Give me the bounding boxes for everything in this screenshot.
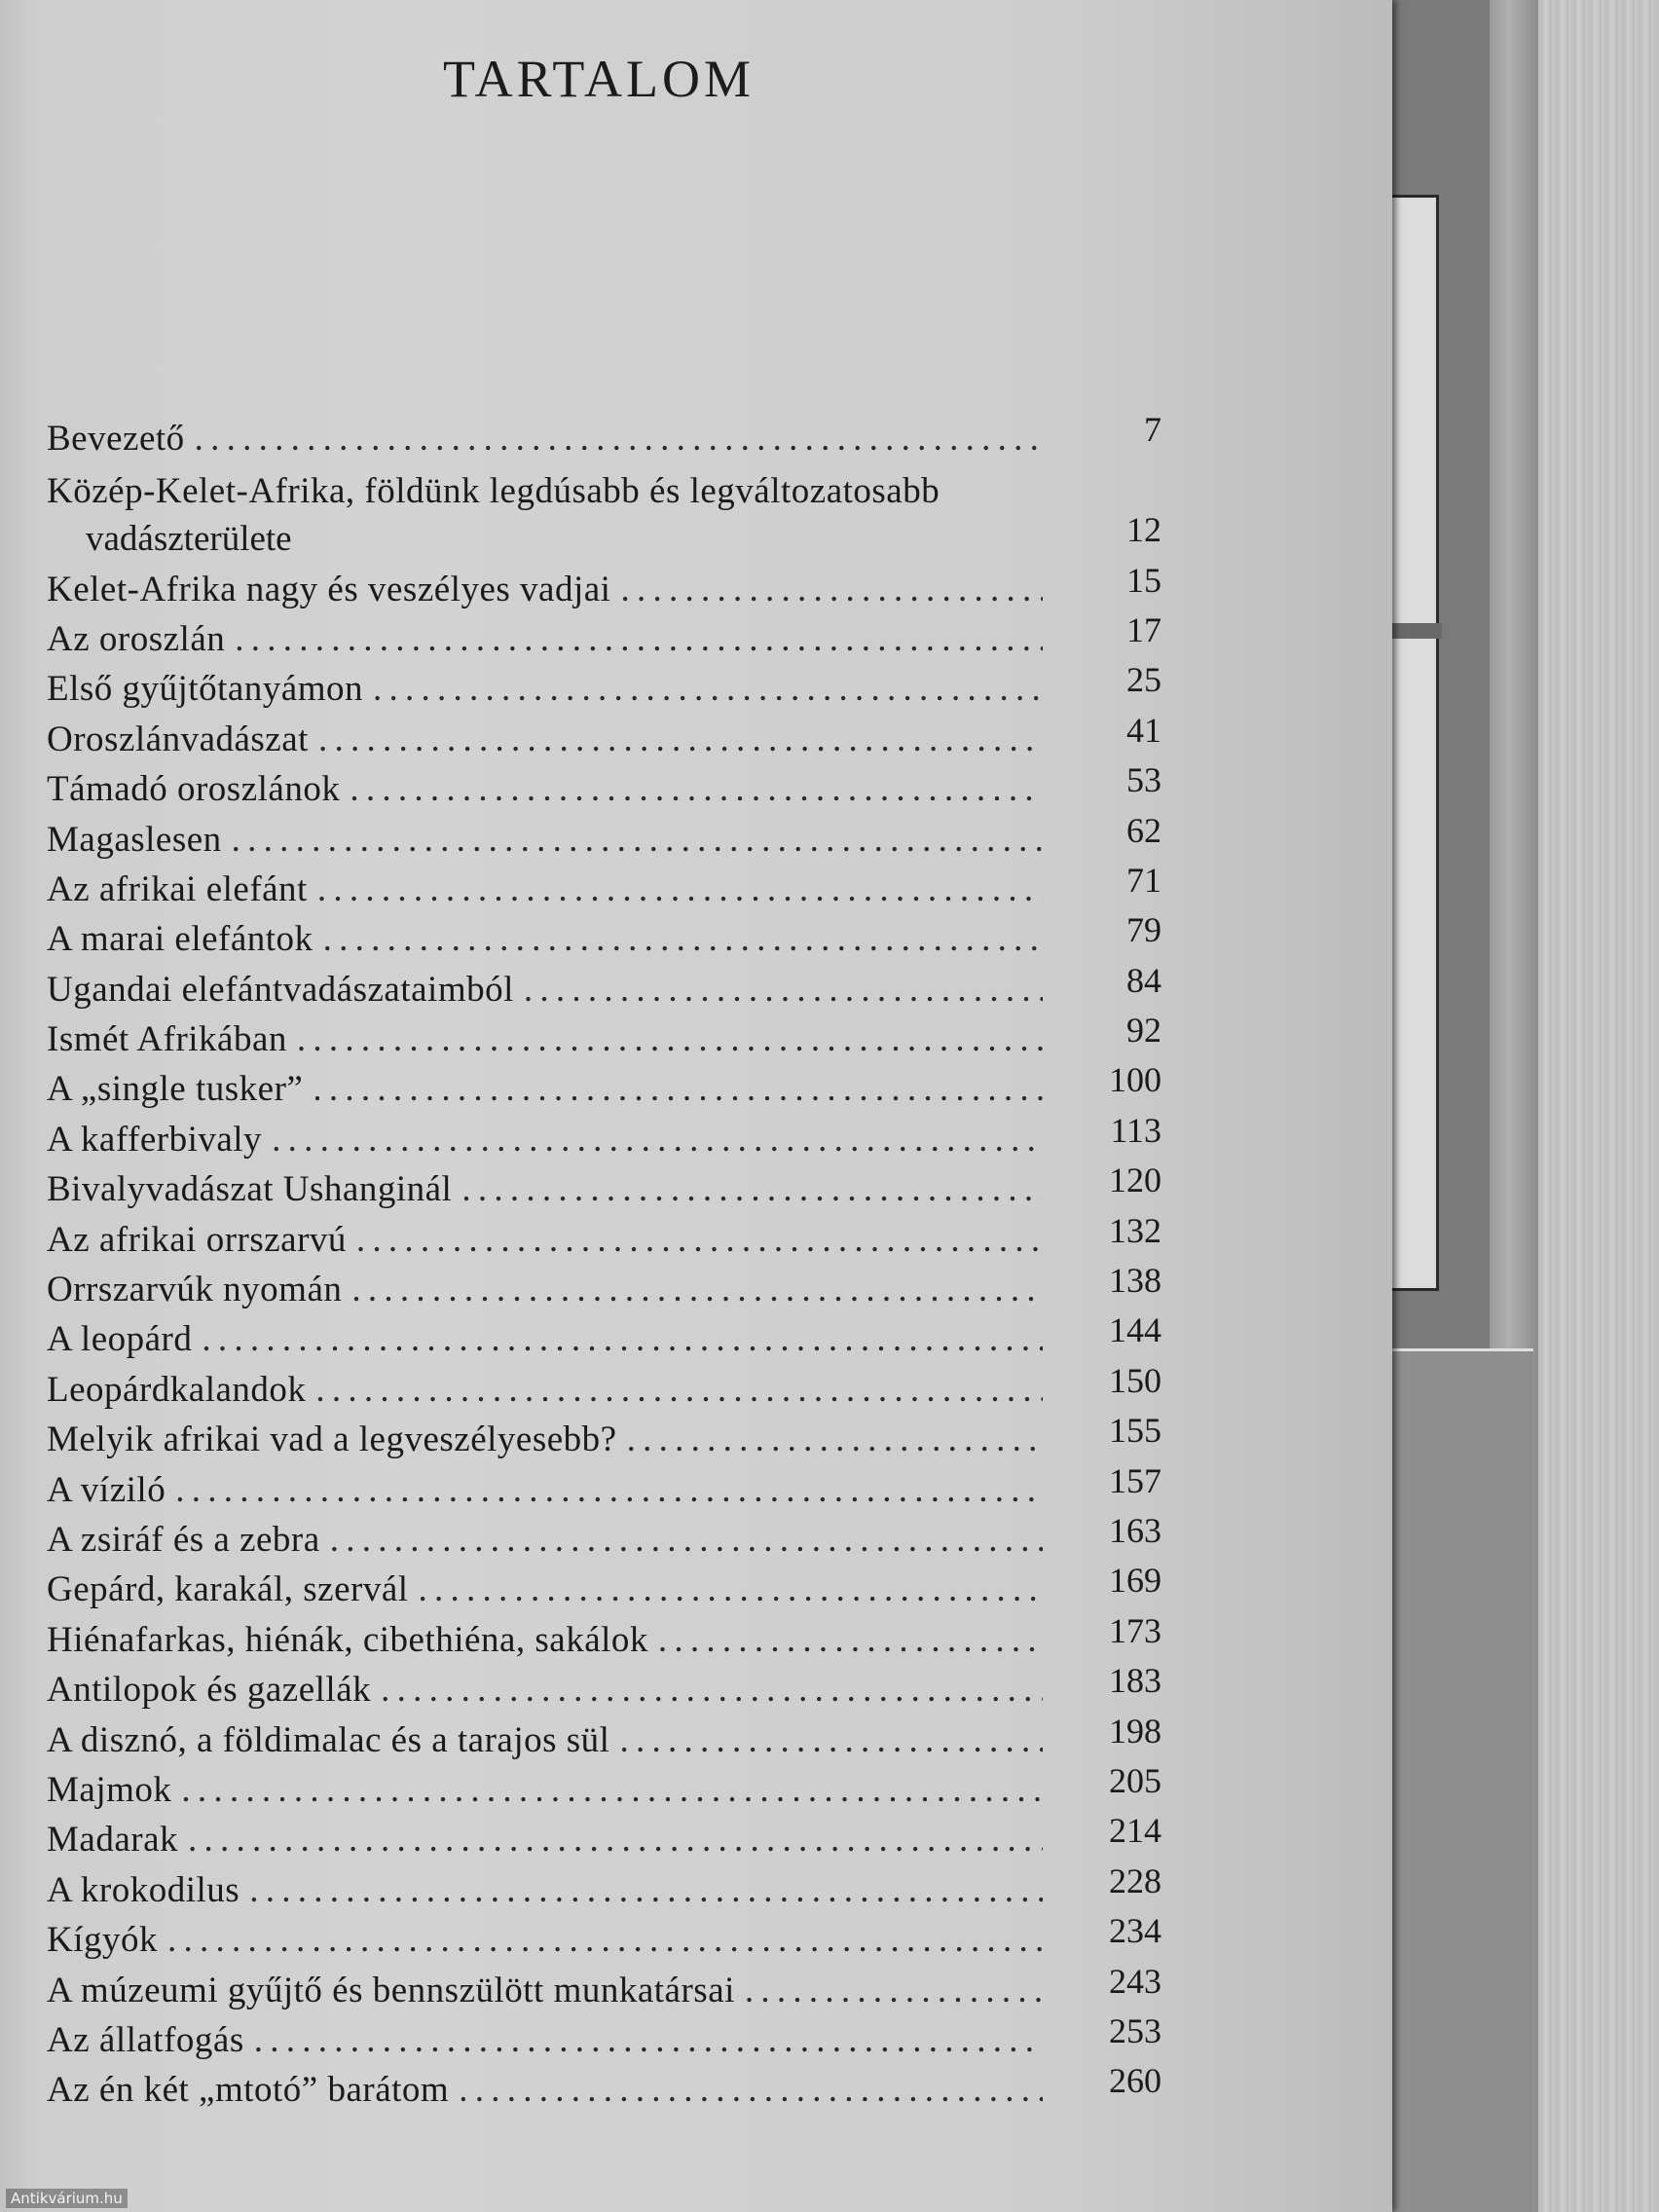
lower-cover-line <box>1387 1348 1533 1351</box>
toc-entry <box>47 860 1161 914</box>
toc-entry <box>47 1110 1161 1163</box>
toc-entry-title <box>47 1970 1043 2015</box>
dot-leader <box>297 1018 1043 1060</box>
toc-entry-page-number: 138 <box>1109 1261 1161 1301</box>
toc-entry-title <box>47 1469 1043 1515</box>
toc-entry-title-text: Majmok <box>47 1769 172 1810</box>
dot-leader <box>235 618 1043 660</box>
toc-entry-title <box>47 1819 1043 1864</box>
toc-entry-title <box>47 569 1043 614</box>
toc-entry-page-number: 7 <box>1144 410 1161 450</box>
dot-leader <box>323 918 1043 960</box>
toc-entry-title <box>47 1018 1043 1064</box>
toc-entry <box>47 1060 1161 1114</box>
toc-entry <box>47 1360 1161 1414</box>
toc-entry <box>47 1460 1161 1514</box>
toc-entry-title <box>47 470 1043 564</box>
toc-entry-title <box>47 1369 1043 1415</box>
toc-entry-page-number: 214 <box>1109 1811 1161 1851</box>
toc-entry-title <box>47 719 1043 764</box>
inserted-page-gap <box>1387 623 1442 639</box>
toc-entry-page-number: 260 <box>1109 2061 1161 2101</box>
toc-entry-title-text: Magaslesen <box>47 819 222 860</box>
toc-entry-title-text: Bevezető <box>47 419 185 460</box>
toc-entry-page-number: 163 <box>1109 1511 1161 1550</box>
dot-leader <box>461 1168 1043 1210</box>
toc-entry-title-text: A marai elefántok <box>47 919 313 960</box>
toc-entry <box>47 1811 1161 1864</box>
toc-entry-title-text: Támadó oroszlánok <box>47 769 341 810</box>
toc-entry <box>47 560 1161 613</box>
toc-entry-page-number: 53 <box>1126 760 1161 800</box>
dot-leader <box>745 1970 1043 2011</box>
toc-entry-title-text: Gepárd, karakál, szervál <box>47 1569 409 1610</box>
toc-entry-title-text: Az én két „mtotó” barátom <box>47 2070 450 2111</box>
toc-entry-title <box>47 2069 1043 2115</box>
toc-entry-title-text: Az oroszlán <box>47 618 226 659</box>
toc-entry-page-number: 150 <box>1109 1360 1161 1400</box>
toc-entry-page-number: 84 <box>1126 960 1161 1000</box>
toc-entry <box>47 660 1161 714</box>
toc-entry <box>47 1161 1161 1214</box>
inserted-page-edge <box>1387 195 1439 1291</box>
dot-leader <box>356 1219 1043 1261</box>
dot-leader <box>315 1369 1043 1411</box>
toc-entry <box>47 960 1161 1014</box>
dot-leader <box>459 2069 1043 2111</box>
toc-entry <box>47 2010 1161 2065</box>
toc-entry-title-text: Leopárdkalandok <box>47 1369 307 1410</box>
toc-entry-title-line1: Közép-Kelet-Afrika, földünk legdúsabb és legváltozatosabb <box>47 471 940 512</box>
table-of-contents <box>47 410 1161 2115</box>
toc-entry-title-text: Kígyók <box>47 1920 158 1961</box>
toc-entry <box>47 710 1161 763</box>
toc-entry-title-text: Antilopok és gazellák <box>47 1670 372 1711</box>
toc-entry-page-number: 234 <box>1109 1911 1161 1951</box>
toc-entry-title-text: Első gyűjtőtanyámon <box>47 669 363 710</box>
toc-entry-title-text: Orrszarvúk nyomán <box>47 1270 343 1310</box>
toc-entry <box>47 1711 1161 1764</box>
toc-entry <box>47 1011 1161 1064</box>
toc-entry <box>47 1411 1161 1464</box>
toc-entry-title <box>47 969 1043 1014</box>
toc-entry-title-text: Kelet-Afrika nagy és veszélyes vadjai <box>47 569 611 609</box>
dot-leader <box>330 1519 1043 1561</box>
toc-entry-title-text: A zsiráf és a zebra <box>47 1520 320 1560</box>
dot-leader <box>181 1769 1043 1811</box>
dot-leader <box>195 418 1043 460</box>
watermark: Antikvárium.hu <box>6 2189 128 2208</box>
dot-leader <box>188 1819 1043 1861</box>
dot-leader <box>350 768 1043 810</box>
toc-entry-title <box>47 1719 1043 1765</box>
toc-entry-title-text: Oroszlánvadászat <box>47 719 309 759</box>
dot-leader <box>272 1119 1043 1161</box>
toc-entry-title <box>47 1119 1043 1164</box>
toc-entry-title-text: A disznó, a földimalac és a tarajos sül <box>47 1719 610 1760</box>
toc-entry-title <box>47 1068 1043 1114</box>
toc-entry-title <box>47 918 1043 964</box>
toc-entry-title-text: A „single tusker” <box>47 1069 304 1110</box>
dot-leader <box>313 1068 1043 1110</box>
dot-leader <box>620 569 1043 610</box>
dot-leader <box>619 1719 1043 1761</box>
toc-entry-title <box>47 819 1043 865</box>
toc-entry <box>47 1661 1161 1714</box>
toc-entry-title-text: A krokodilus <box>47 1869 240 1910</box>
dot-leader <box>351 1269 1043 1310</box>
toc-entry-page-number: 71 <box>1126 860 1161 900</box>
toc-entry-page-number: 113 <box>1110 1110 1161 1150</box>
toc-entry <box>47 1210 1161 1264</box>
toc-entry <box>47 609 1161 664</box>
toc-entry-title <box>47 1919 1043 1965</box>
toc-entry-title <box>47 1168 1043 1214</box>
toc-entry <box>47 810 1161 864</box>
dot-leader <box>524 969 1043 1011</box>
toc-entry-page-number: 25 <box>1126 660 1161 700</box>
toc-entry-page-number: 132 <box>1109 1210 1161 1250</box>
toc-entry-page-number: 15 <box>1126 560 1161 600</box>
toc-entry <box>47 1961 1161 2014</box>
toc-entry-page-number: 62 <box>1126 810 1161 850</box>
toc-entry-title <box>47 618 1043 664</box>
toc-entry <box>47 1261 1161 1314</box>
toc-entry <box>47 1511 1161 1565</box>
dot-leader <box>381 1669 1043 1711</box>
dot-leader <box>317 868 1043 910</box>
toc-entry-title <box>47 668 1043 714</box>
toc-entry-title <box>47 2019 1043 2065</box>
toc-entry <box>47 1561 1161 1614</box>
toc-entry-title <box>47 418 1043 463</box>
toc-entry-title <box>47 1419 1043 1464</box>
toc-entry-title <box>47 1568 1043 1614</box>
toc-entry-title <box>47 768 1043 814</box>
toc-entry-page-number: 79 <box>1126 910 1161 950</box>
toc-entry-title <box>47 1769 1043 1815</box>
toc-entry <box>47 410 1161 463</box>
toc-entry-title-text: Melyik afrikai vad a legveszélyesebb? <box>47 1419 617 1460</box>
dot-leader <box>232 819 1043 861</box>
toc-entry-page-number: 173 <box>1109 1610 1161 1650</box>
toc-entry-title-line2 <box>47 518 1043 564</box>
toc-entry-title <box>47 1669 1043 1714</box>
toc-entry-title-text: Madarak <box>47 1820 178 1861</box>
dot-leader <box>175 1469 1043 1511</box>
toc-entry <box>47 910 1161 964</box>
toc-entry-page-number: 92 <box>1126 1011 1161 1051</box>
dot-leader <box>419 1568 1043 1610</box>
toc-entry-page-number: 169 <box>1109 1561 1161 1601</box>
toc-entry-title <box>47 868 1043 914</box>
dot-leader <box>658 1619 1043 1661</box>
toc-entry-page-number: 253 <box>1109 2010 1161 2050</box>
toc-entry-page-number: 198 <box>1109 1711 1161 1751</box>
toc-entry-page-number: 157 <box>1109 1460 1161 1500</box>
toc-entry <box>47 760 1161 814</box>
toc-entry-title-text: A leopárd <box>47 1319 193 1360</box>
toc-entry-page-number: 17 <box>1126 609 1161 649</box>
toc-entry-title <box>47 1869 1043 1915</box>
toc-entry-title-text: Hiénafarkas, hiénák, cibethiéna, sakálok <box>47 1619 648 1660</box>
toc-entry-page-number: 155 <box>1109 1411 1161 1451</box>
page-title: TARTALOM <box>442 50 756 108</box>
toc-entry-page-number: 12 <box>1126 510 1161 550</box>
toc-entry <box>47 1760 1161 1815</box>
dot-leader <box>254 2019 1043 2061</box>
toc-entry-page-number: 41 <box>1126 710 1161 750</box>
dot-leader <box>249 1869 1043 1911</box>
toc-entry-title-text: A víziló <box>47 1469 166 1510</box>
toc-entry <box>47 1861 1161 1914</box>
dot-leader <box>167 1919 1043 1961</box>
toc-entry-title-text: A kafferbivaly <box>47 1119 263 1160</box>
toc-entry-page-number: 120 <box>1109 1161 1161 1200</box>
dot-leader <box>318 719 1043 760</box>
toc-entry-page-number: 144 <box>1109 1310 1161 1350</box>
toc-entry-title-text: vadászterülete <box>86 519 292 560</box>
toc-entry <box>47 1610 1161 1664</box>
dot-leader <box>627 1419 1043 1460</box>
dot-leader <box>202 1318 1043 1360</box>
toc-entry-page-number: 243 <box>1109 1961 1161 2001</box>
toc-entry <box>47 1911 1161 1965</box>
toc-entry-title-text: A múzeumi gyűjtő és bennszülött munkatársai <box>47 1970 735 2010</box>
toc-entry-title <box>47 1219 1043 1265</box>
toc-entry-title <box>47 1619 1043 1665</box>
toc-entry-page-number: 205 <box>1109 1760 1161 1800</box>
lower-cover-edge <box>1387 1348 1533 2212</box>
toc-entry-title-text: Bivalyvadászat Ushanginál <box>47 1169 453 1210</box>
toc-entry-title-text: Az afrikai orrszarvú <box>47 1219 347 1260</box>
toc-entry-title-text: Az állatfogás <box>47 2019 244 2060</box>
toc-entry-page-number: 183 <box>1109 1661 1161 1701</box>
toc-entry-page-number: 100 <box>1109 1060 1161 1100</box>
toc-entry-title-text: Az afrikai elefánt <box>47 868 308 909</box>
dot-leader <box>373 668 1043 710</box>
table-surface <box>1519 0 1659 2212</box>
toc-entry <box>47 463 1161 564</box>
toc-entry-title <box>47 1519 1043 1565</box>
toc-entry-title-text: Ismét Afrikában <box>47 1019 287 1060</box>
toc-entry-title-text: Ugandai elefántvadászataimból <box>47 969 514 1010</box>
toc-entry <box>47 2061 1161 2115</box>
toc-entry-title <box>47 1318 1043 1364</box>
toc-entry <box>47 1310 1161 1364</box>
toc-entry-page-number: 228 <box>1109 1861 1161 1900</box>
toc-entry-title <box>47 1269 1043 1314</box>
